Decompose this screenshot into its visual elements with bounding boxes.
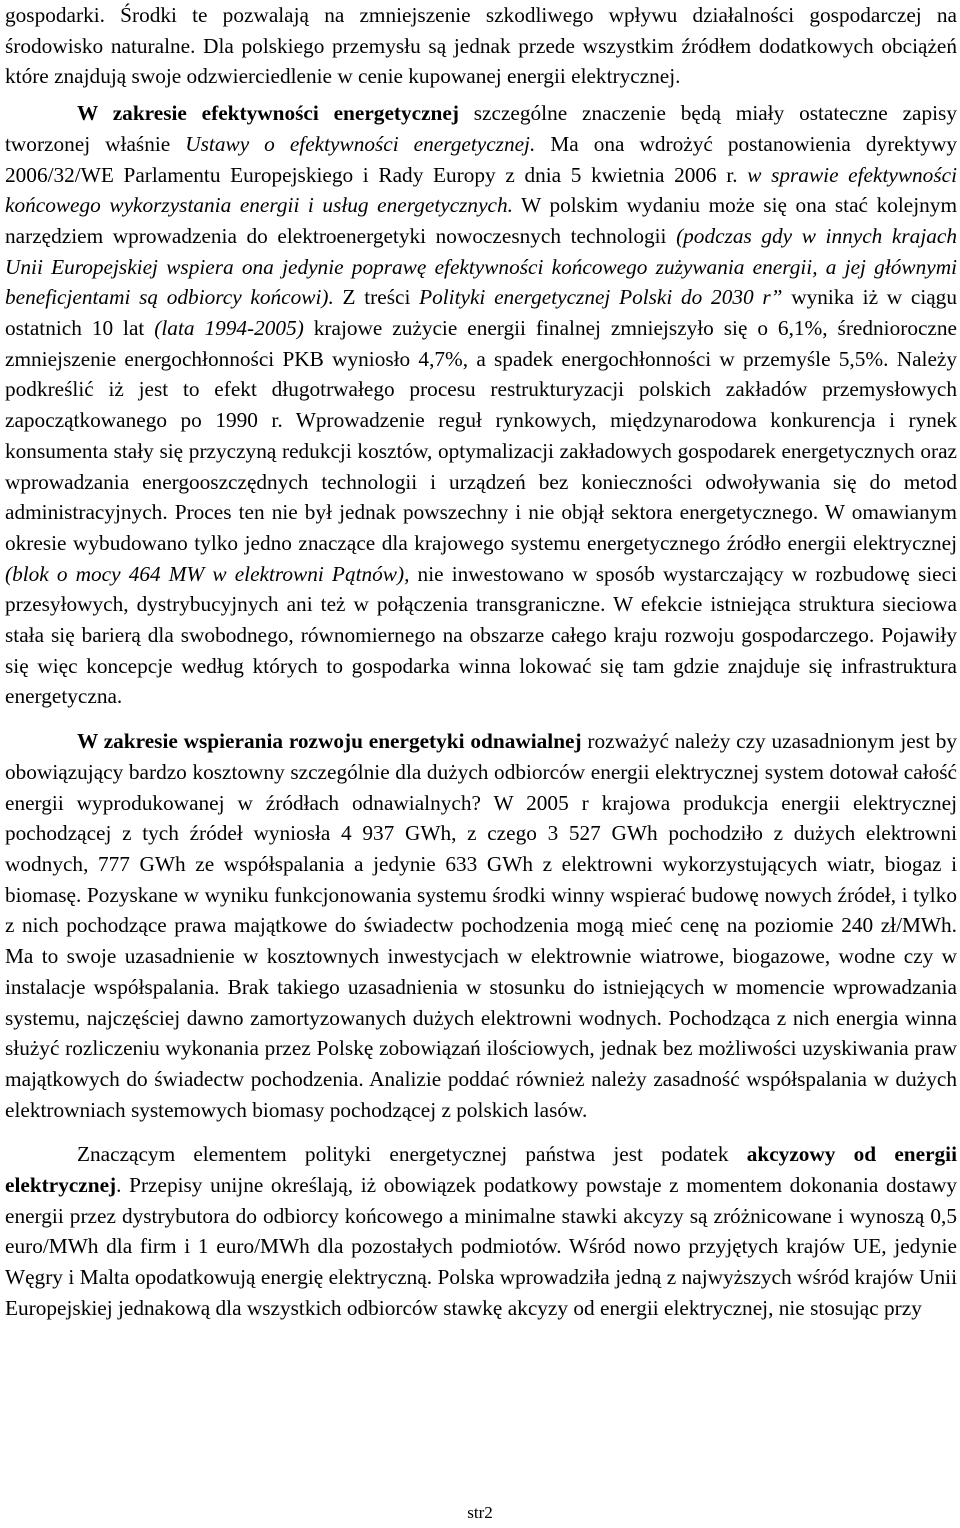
document-page xyxy=(5,0,957,1324)
text-segment-italic: (blok o mocy 464 MW w elektrowni Pątnów), xyxy=(5,561,410,586)
text-segment-normal: krajowe zużycie energii finalnej zmniejszyło się o 6,1%, średnioroczne zmniejszenie energochłonności PKB wyniosło 4,7%, a spadek energochłonności w przemyśle 5,5%. Należy podkreślić iż jest to efekt długotrwałego procesu restrukturyzacji polskich zakładów przemysłowych zapoczątkowanego po 1990 r. Wprowadzenie reguł rynkowych, międzynarodowa konkurencja i rynek konsumenta stały się przyczyną redukcji kosztów, optymalizacji zakładowych gospodarek energetycznych oraz wprowadzania energooszczędnych technologii i urządzeń bez konieczności odwoływania się do metod administracyjnych. Proces ten nie był jednak powszechny i nie objął sektora energetycznego. W omawianym okresie wybudowano tylko jedno znaczące dla krajowego systemu energetycznego źródło energii elektrycznej xyxy=(5,316,957,555)
text-segment-italic: w sprawie efektywności końcowego wykorzystania energii i usług energetycznych. xyxy=(5,162,957,218)
text-segment-normal: szczególne znaczenie będą miały ostateczne zapisy tworzonej właśnie xyxy=(5,101,957,156)
text-segment-normal: Znaczącym elementem polityki energetycznej państwa jest podatek xyxy=(77,1142,747,1167)
text-segment-normal: W polskim wydaniu może się ona stać kolejnym narzędziem wprowadzenia do elektroenergetyki nowoczesnych technologii xyxy=(5,193,958,248)
text-segment-italic: (podczas gdy w innych krajach Unii Europejskiej wspiera ona jedynie poprawę efektywności końcowego zużywania energii, a jej głównymi beneficjentami są odbiorcy końcowi). xyxy=(5,223,957,310)
paragraph-1 xyxy=(5,0,957,92)
paragraph-2 xyxy=(5,98,957,712)
text-segment-bold: W zakresie efektywności energetycznej xyxy=(77,101,459,126)
text-segment-normal: Z treści xyxy=(333,285,420,310)
text-segment-normal: rozważyć należy czy uzasadnionym jest by obowiązujący bardzo kosztowny szczególnie dla dużych odbiorców energii elektrycznej system dotował całość energii wyprodukowanej w źródłach odnawialnych? W 2005 r krajowa produkcja energii elektrycznej pochodzącej z tych źródeł wyniosła 4 937 GWh, z czego 3 527 GWh pochodziło z dużych elektrowni wodnych, 777 GWh ze współspalania a jedynie 633 GWh z elektrowni wykorzystujących wiatr, biogaz i biomasę. Pozyskane w wyniku funkcjonowania systemu środki winny wspierać budowę nowych źródeł, i tylko z nich pochodzące prawa majątkowe do świadectw pochodzenia mogą mieć cenę na poziomie 240 zł/MWh. Ma to swoje uzasadnienie w kosztownych inwestycjach w elektrownie wiatrowe, biogazowe, wodne czy w instalacje współspalania. Brak takiego uzasadnienia w stosunku do istniejących w momencie wprowadzania systemu, najczęściej dawno zamortyzowanych dużych elektrowni wodnych. Pochodząca z nich energia winna służyć rozliczeniu wykonania przez Polskę zobowiązań ilościowych, jednak bez możliwości uzyskiwania praw majątkowych do świadectw pochodzenia. Analizie poddać również należy zasadność współspalania w dużych elektrowniach systemowych biomasy pochodzącej z polskich lasów. xyxy=(5,729,957,1122)
text-segment-normal: Ma ona wdrożyć postanowienia dyrektywy 2006/32/WE Parlamentu Europejskiego i Rady Europy z dnia 5 kwietnia 2006 r. xyxy=(5,131,957,187)
text-segment-italic: (lata 1994-2005) xyxy=(154,316,304,341)
paragraph-3 xyxy=(5,726,957,1125)
text-segment-italic: Polityki energetycznej Polski do 2030 r” xyxy=(419,285,783,310)
page-number: str2 xyxy=(467,1503,493,1522)
text-segment-normal: wynika iż w ciągu ostatnich 10 lat xyxy=(5,285,957,341)
paragraph-4 xyxy=(5,1139,957,1323)
text-segment-italic: Ustawy o efektywności energetycznej. xyxy=(185,131,536,156)
text-segment-normal: nie inwestowano w sposób wystarczający w rozbudowę sieci przesyłowych, dystrybucyjnych ani też w połączenia transgraniczne. W efekcie istniejąca struktura sieciowa stała się barierą dla swobodnego, równomiernego na obszarze całego kraju rozwoju gospodarczego. Pojawiły się więc koncepcje według których to gospodarka winna lokować się tam gdzie znajduje się infrastruktura energetyczna. xyxy=(5,561,957,709)
text-segment-bold: akcyzowy od energii elektrycznej xyxy=(5,1142,957,1198)
text-segment-normal: . Przepisy unijne określają, iż obowiązek podatkowy powstaje z momentem dokonania dostawy energii przez dystrybutora do odbiorcy końcowego a minimalne stawki akcyzy są zróżnicowane i wynoszą 0,5 euro/MWh dla firm i 1 euro/MWh dla pozostałych podmiotów. Wśród nowo przyjętych krajów UE, jedynie Węgry i Malta opodatkowują energię elektryczną. Polska wprowadziła jedną z najwyższych wśród krajów Unii Europejskiej jednakową dla wszystkich odbiorców stawkę akcyzy od energii elektrycznej, nie stosując przy xyxy=(5,1173,957,1320)
text-segment-bold: W zakresie wspierania rozwoju energetyki odnawialnej xyxy=(77,729,582,754)
text-segment-normal: gospodarki. Środki te pozwalają na zmniejszenie szkodliwego wpływu działalności gospodarczej na środowisko naturalne. Dla polskiego przemysłu są jednak przede wszystkim źródłem dodatkowych obciążeń które znajdują swoje odzwierciedlenie w cenie kupowanej energii elektrycznej. xyxy=(5,3,957,89)
